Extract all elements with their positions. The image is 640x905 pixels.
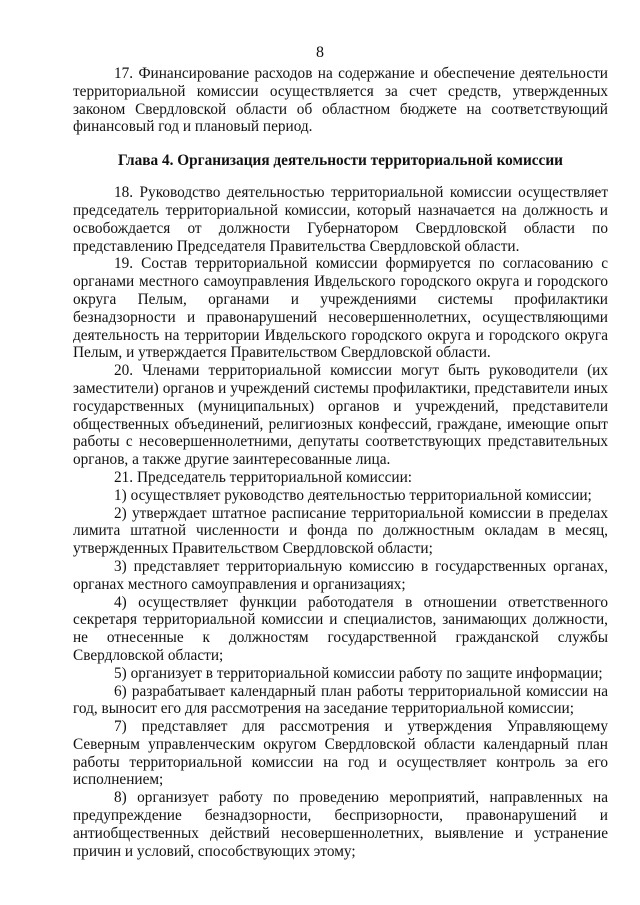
clause-20: 20. Членами территориальной комиссии могут быть руководители (их заместители) органов и учреждений системы профилактики, представители иных государственных (муниципальных) органов и учреждений, представители общественных объединений, религиозных конфессий, граждане, имеющие опыт работы с несовершеннолетними, депутаты соответствующих представительных органов, а также другие заинтересованные лица. [73,362,608,469]
clause-21-item-4: 4) осуществляет функции работодателя в отношении ответственного секретаря территориальной комиссии и специалистов, занимающих должности, не отнесенные к должностям государственной гражданской службы Свердловской области; [73,593,608,664]
chapter-heading: Глава 4. Организация деятельности территориальной комиссии [118,152,563,170]
clause-19: 19. Состав территориальной комиссии формируется по согласованию с органами местного самоуправления Ивдельского городского округа и городского округа Пелым, органами и учреждениями системы профилактики безнадзорности и правонарушений несовершеннолетних, осуществляющими деятельность на территории Ивдельского городского округа и городского округа Пелым, и утверждается Правительством Свердловской области. [73,255,608,362]
page-number: 8 [316,44,324,61]
clause-21-item-1: 1) осуществляет руководство деятельностью территориальной комиссии; [114,486,592,504]
clause-21-item-2: 2) утверждает штатное расписание территориальной комиссии в пределах лимита штатной численности и фонда по должностным окладам в месяц, утвержденных Правительством Свердловской области; [73,504,608,558]
clause-21-item-8: 8) организует работу по проведению мероприятий, направленных на предупреждение безнадзорности, беспризорности, правонарушений и антиобщественных действий несовершеннолетних, выявление и устранение причин и условий, способствующих этому; [73,789,608,860]
clause-17: 17. Финансирование расходов на содержание и обеспечение деятельности территориальной комиссии осуществляется за счет средств, утвержденных законом Свердловской области об областном бюджете на соответствующий финансовый год и плановый период. [73,65,608,136]
clause-21-item-5: 5) организует в территориальной комиссии работу по защите информации; [114,664,603,682]
clause-21-item-3: 3) представляет территориальную комиссию в государственных органах, органах местного самоуправления и организациях; [73,557,608,593]
clause-21-intro: 21. Председатель территориальной комиссии: [114,468,413,486]
clause-18: 18. Руководство деятельностью территориальной комиссии осуществляет председатель территориальной комиссии, который назначается на должность и освобождается от должности Губернатором Свердловской области по представлению Председателя Правительства Свердловской области. [73,184,608,255]
clause-21-item-7: 7) представляет для рассмотрения и утверждения Управляющему Северным управленческим округом Свердловской области календарный план работы территориальной комиссии на год и осуществляет контроль за его исполнением; [73,718,608,789]
document-body [73,65,608,860]
clause-21-item-6: 6) разрабатывает календарный план работы территориальной комиссии на год, выносит его для рассмотрения на заседание территориальной комиссии; [73,682,608,718]
